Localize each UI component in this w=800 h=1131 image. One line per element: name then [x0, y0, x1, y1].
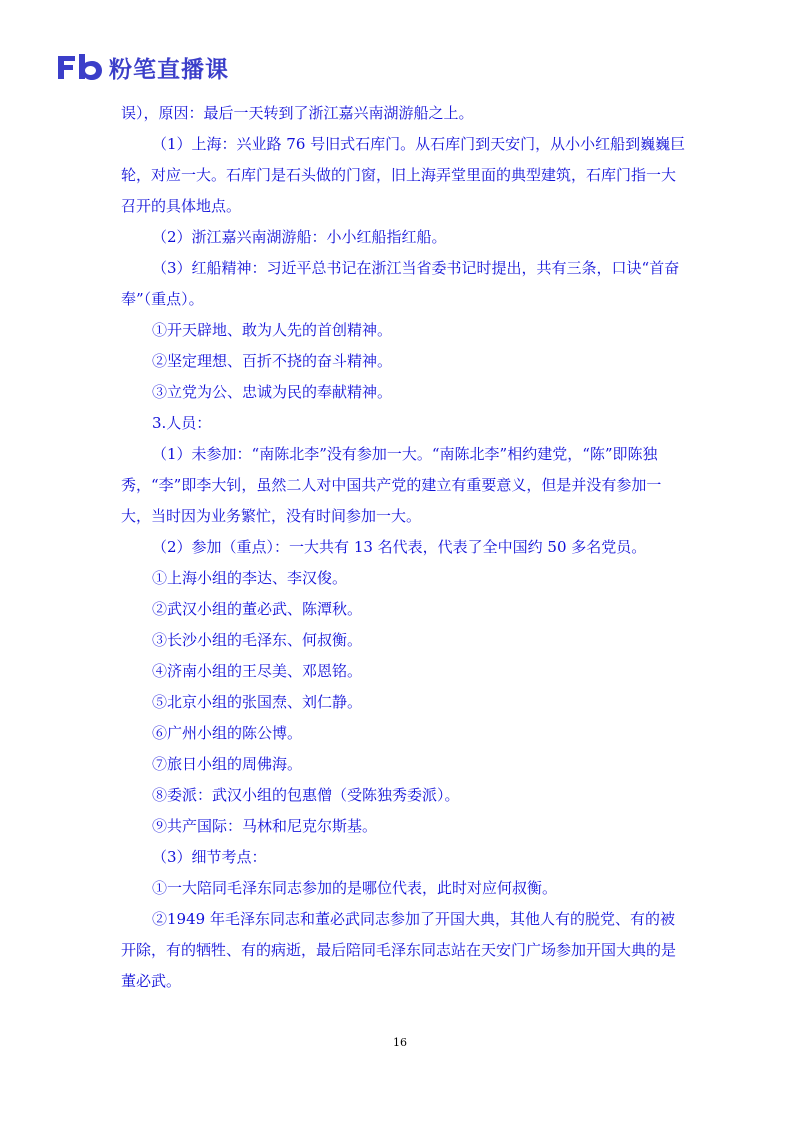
paragraph: ②坚定理想、百折不挠的奋斗精神。	[152, 352, 393, 370]
header	[55, 50, 229, 84]
paragraph: （3）细节考点：	[152, 848, 267, 866]
paragraph: ①上海小组的李达、李汉俊。	[152, 569, 348, 587]
brand-name: 粉笔直播课	[109, 56, 229, 83]
paragraph: ⑥广州小组的陈公博。	[152, 724, 303, 742]
page-number: 16	[393, 1036, 407, 1049]
paragraph: 误），原因：最后一天转到了浙江嘉兴南湖游船之上。	[121, 104, 474, 122]
paragraph: ③立党为公、忠诚为民的奉献精神。	[152, 383, 393, 401]
paragraph: ⑦旅日小组的周佛海。	[152, 755, 303, 773]
paragraph: ③长沙小组的毛泽东、何叔衡。	[152, 631, 363, 649]
paragraph: ⑧委派：武汉小组的包惠僧（受陈独秀委派）。	[152, 786, 460, 804]
paragraph: （1）未参加：“南陈北李”没有参加一大。“南陈北李”相约建党，“陈”即陈独秀，“李”即李大钊，虽然二人对中国共产党的建立有重要意义，但是并没有参加一大，当时因为业务繁忙，没有时间参加一大。	[121, 445, 662, 525]
document-body	[121, 98, 686, 997]
paragraph: 3.人员：	[152, 414, 212, 432]
paragraph: ②武汉小组的董必武、陈潭秋。	[152, 600, 363, 618]
paragraph: （1）上海：兴业路 76 号旧式石库门。从石库门到天安门，从小小红船到巍巍巨轮，对应一大。石库门是石头做的门窗，旧上海弄堂里面的典型建筑，石库门指一大召开的具体地点。	[121, 135, 686, 215]
paragraph: ②1949 年毛泽东同志和董必武同志参加了开国大典，其他人有的脱党、有的被开除，有的牺牲、有的病逝，最后陪同毛泽东同志站在天安门广场参加开国大典的是董必武。	[121, 910, 677, 990]
fb-logo-icon	[55, 52, 105, 82]
paragraph: ⑤北京小组的张国焘、刘仁静。	[152, 693, 363, 711]
paragraph: ④济南小组的王尽美、邓恩铭。	[152, 662, 363, 680]
paragraph: （2）浙江嘉兴南湖游船：小小红船指红船。	[152, 228, 447, 246]
paragraph: ①一大陪同毛泽东同志参加的是哪位代表，此时对应何叔衡。	[152, 879, 558, 897]
paragraph: ①开天辟地、敢为人先的首创精神。	[152, 321, 393, 339]
paragraph: ⑨共产国际：马林和尼克尔斯基。	[152, 817, 378, 835]
paragraph: （3）红船精神：习近平总书记在浙江当省委书记时提出，共有三条，口诀“首奋奉”（重点）。	[121, 259, 680, 308]
paragraph: （2）参加（重点）：一大共有 13 名代表，代表了全中国约 50 多名党员。	[152, 538, 647, 556]
